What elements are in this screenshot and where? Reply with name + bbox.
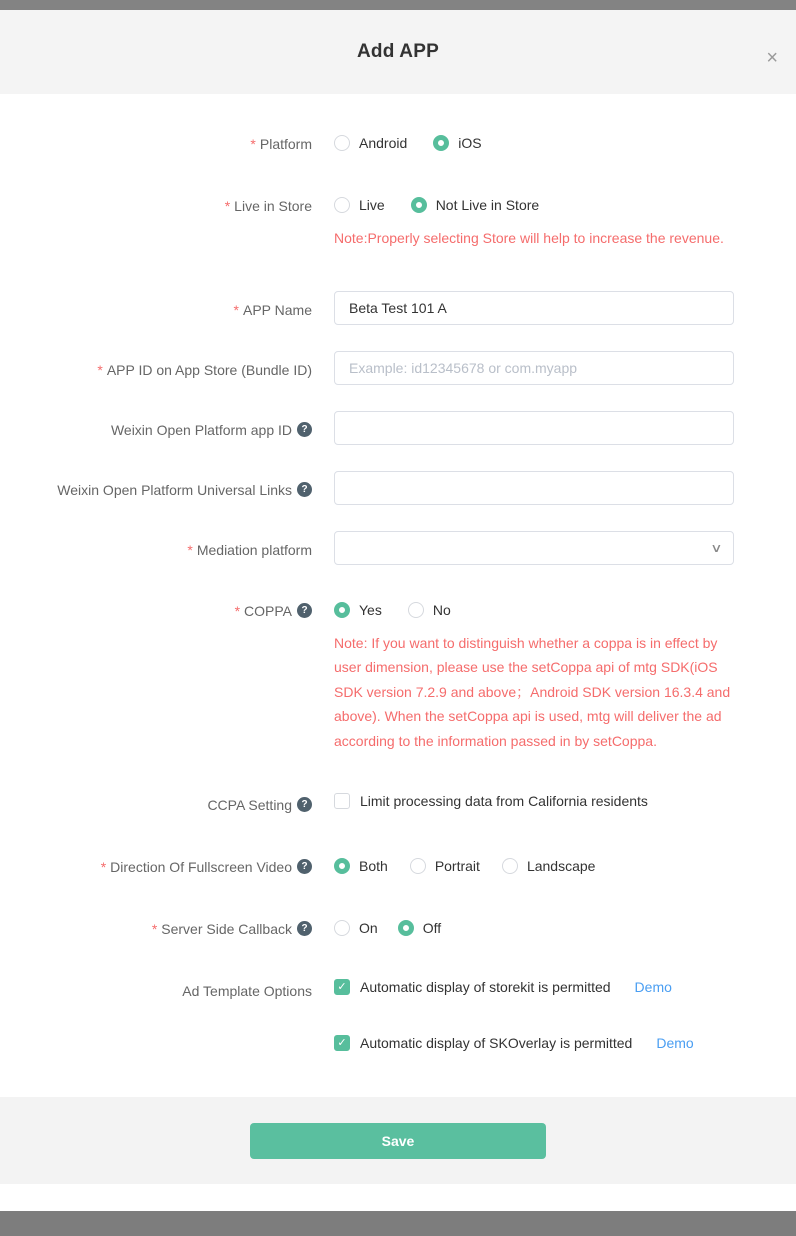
radio-both[interactable]: Both bbox=[334, 856, 388, 876]
skoverlay-checkbox[interactable]: ✓ Automatic display of SKOverlay is permitted Demo bbox=[334, 1035, 796, 1051]
app-id-label: * APP ID on App Store (Bundle ID) bbox=[97, 361, 312, 378]
radio-on[interactable]: On bbox=[334, 918, 378, 938]
row-ad-template-options bbox=[0, 979, 796, 1051]
help-icon[interactable]: ? bbox=[297, 422, 312, 437]
storekit-checkbox[interactable]: ✓ Automatic display of storekit is permitted Demo bbox=[334, 979, 796, 995]
required-asterisk: * bbox=[234, 602, 241, 619]
checkbox-icon[interactable] bbox=[334, 793, 350, 809]
help-icon[interactable]: ? bbox=[297, 482, 312, 497]
coppa-radio-group bbox=[334, 599, 796, 620]
row-direction bbox=[0, 855, 796, 877]
coppa-note: Note: If you want to distinguish whether a coppa is in effect by user dimension, please use the setCoppa api of mtg SDK(iOS SDK version 7.2.9 and above；Android SDK version 16.3.4 and above). When the setCoppa api is used, mtg will deliver the ad according to the information passed in by setCoppa. bbox=[334, 634, 731, 749]
chevron-down-icon: ∨ bbox=[710, 540, 723, 555]
required-asterisk: * bbox=[97, 361, 103, 378]
radio-icon[interactable] bbox=[334, 135, 350, 151]
radio-checked-icon[interactable] bbox=[433, 135, 449, 151]
weixin-universal-links-label: Weixin Open Platform Universal Links ? bbox=[0, 471, 312, 505]
save-button[interactable]: Save bbox=[250, 1123, 546, 1159]
required-asterisk: * bbox=[187, 541, 193, 558]
checkbox-checked-icon[interactable] bbox=[334, 979, 350, 995]
radio-coppa-yes[interactable]: Yes bbox=[334, 600, 382, 620]
help-icon[interactable]: ? bbox=[297, 797, 312, 812]
ad-template-options-label: Ad Template Options bbox=[182, 983, 312, 999]
add-app-form bbox=[0, 94, 796, 1097]
row-platform bbox=[0, 132, 796, 154]
row-weixin-app-id bbox=[0, 411, 796, 445]
server-callback-radio-group bbox=[334, 917, 796, 938]
help-icon[interactable]: ? bbox=[297, 603, 312, 618]
radio-portrait[interactable]: Portrait bbox=[410, 856, 480, 876]
server-side-callback-label: * Server Side Callback ? bbox=[0, 917, 312, 939]
modal-header bbox=[0, 10, 796, 94]
checkbox-checked-icon[interactable] bbox=[334, 1035, 350, 1051]
weixin-app-id-input[interactable] bbox=[334, 411, 734, 445]
app-name-input[interactable] bbox=[334, 291, 734, 325]
live-in-store-label: * Live in Store bbox=[224, 198, 312, 214]
live-in-store-radio-group bbox=[334, 194, 796, 215]
radio-android[interactable]: Android bbox=[334, 133, 407, 153]
live-in-store-note: Note:Properly selecting Store will help to increase the revenue. bbox=[334, 230, 724, 246]
direction-radio-group bbox=[334, 855, 796, 876]
required-asterisk: * bbox=[151, 921, 158, 937]
row-weixin-universal-links bbox=[0, 471, 796, 505]
radio-icon[interactable] bbox=[334, 197, 350, 213]
row-coppa bbox=[0, 599, 796, 754]
page-background-bottom bbox=[0, 1211, 796, 1236]
radio-icon[interactable] bbox=[502, 858, 518, 874]
row-app-id bbox=[0, 351, 796, 385]
radio-ios[interactable]: iOS bbox=[433, 133, 481, 153]
ccpa-label: CCPA Setting ? bbox=[0, 793, 312, 815]
radio-checked-icon[interactable] bbox=[411, 197, 427, 213]
row-app-name bbox=[0, 291, 796, 325]
radio-coppa-no[interactable]: No bbox=[408, 600, 451, 620]
radio-icon[interactable] bbox=[408, 602, 424, 618]
app-id-input[interactable] bbox=[334, 351, 734, 385]
radio-live[interactable]: Live bbox=[334, 195, 385, 215]
required-asterisk: * bbox=[100, 859, 107, 875]
help-icon[interactable]: ? bbox=[297, 859, 312, 874]
storekit-demo-link[interactable]: Demo bbox=[634, 979, 672, 995]
required-asterisk: * bbox=[250, 136, 256, 152]
radio-icon[interactable] bbox=[410, 858, 426, 874]
radio-checked-icon[interactable] bbox=[398, 920, 414, 936]
weixin-app-id-label: Weixin Open Platform app ID ? bbox=[0, 411, 312, 445]
skoverlay-demo-link[interactable]: Demo bbox=[656, 1035, 694, 1051]
row-server-side-callback bbox=[0, 917, 796, 939]
row-live-in-store bbox=[0, 194, 796, 251]
close-icon[interactable]: × bbox=[766, 47, 778, 69]
help-icon[interactable]: ? bbox=[297, 921, 312, 936]
radio-checked-icon[interactable] bbox=[334, 858, 350, 874]
mediation-platform-select[interactable] bbox=[334, 531, 734, 565]
radio-checked-icon[interactable] bbox=[334, 602, 350, 618]
modal-footer bbox=[0, 1097, 796, 1184]
radio-icon[interactable] bbox=[334, 920, 350, 936]
app-name-label: * APP Name bbox=[233, 301, 312, 318]
radio-landscape[interactable]: Landscape bbox=[502, 856, 596, 876]
row-ccpa bbox=[0, 793, 796, 815]
mediation-platform-label: * Mediation platform bbox=[187, 541, 312, 558]
platform-label: * Platform bbox=[250, 136, 312, 152]
radio-not-live[interactable]: Not Live in Store bbox=[411, 195, 540, 215]
platform-radio-group bbox=[334, 132, 796, 153]
ccpa-checkbox[interactable]: Limit processing data from California residents bbox=[334, 793, 796, 809]
required-asterisk: * bbox=[224, 198, 231, 214]
weixin-universal-links-input[interactable] bbox=[334, 471, 734, 505]
radio-off[interactable]: Off bbox=[398, 918, 441, 938]
direction-label: * Direction Of Fullscreen Video ? bbox=[0, 855, 312, 877]
row-mediation-platform bbox=[0, 531, 796, 565]
modal-title: Add APP bbox=[357, 41, 439, 62]
coppa-label: * COPPA ? bbox=[0, 599, 312, 754]
page-background-top bbox=[0, 0, 796, 10]
required-asterisk: * bbox=[233, 301, 239, 318]
